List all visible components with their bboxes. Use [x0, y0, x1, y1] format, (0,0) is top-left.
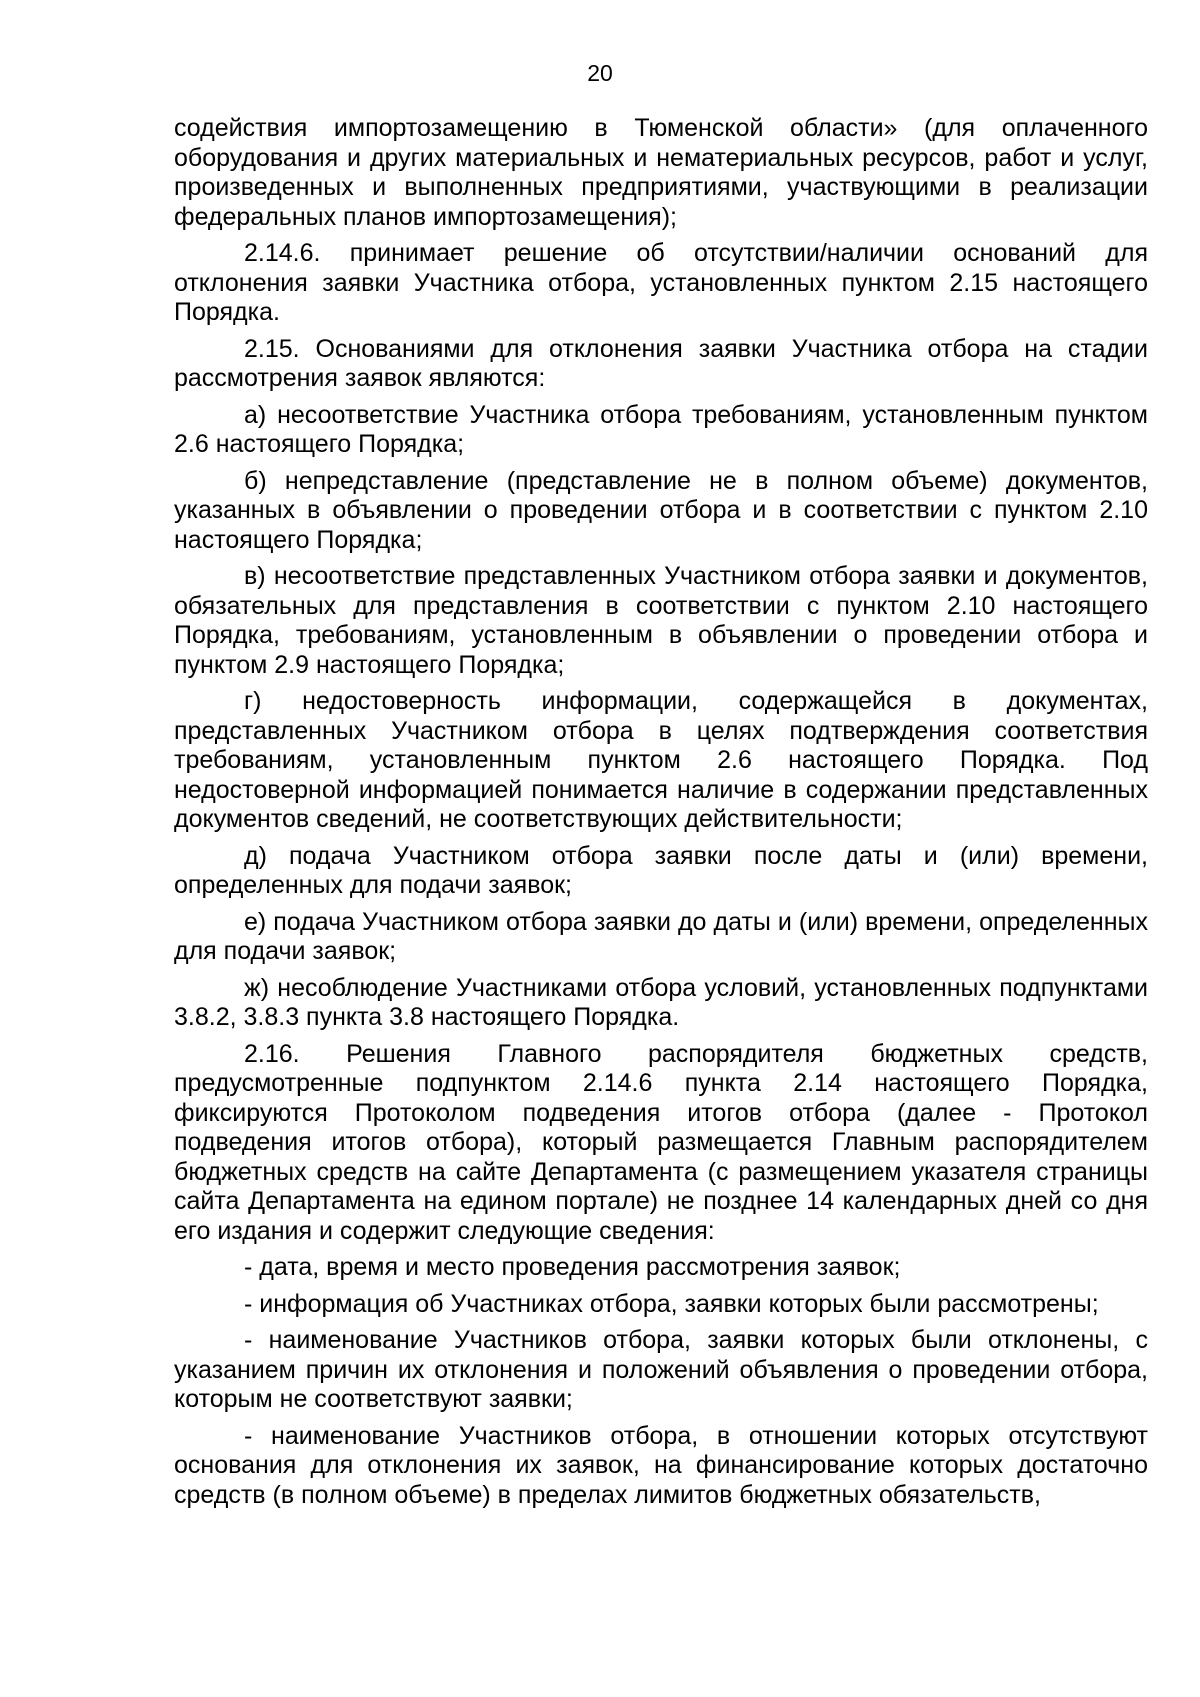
list-item: - дата, время и место проведения рассмотрения заявок;	[244, 1253, 901, 1281]
list-item: - наименование Участников отбора, заявки которых были отклонены, с указанием причин их отклонения и положений объявления о проведении отбора, которым не соответствуют заявки;	[174, 1326, 1148, 1413]
page-number: 20	[587, 60, 613, 86]
list-item: в) несоответствие представленных Участником отбора заявки и документов, обязательных для представления в соответствии с пунктом 2.10 настоящего Порядка, требованиям, установленным в объявлении о проведении отбора и пунктом 2.9 настоящего Порядка;	[174, 562, 1148, 679]
paragraph: 2.16. Решения Главного распорядителя бюджетных средств, предусмотренные подпунктом 2.14.6 пункта 2.14 настоящего Порядка, фиксируются Протоколом подведения итогов отбора (далее - Протокол подведения итогов отбора), который размещается Главным распорядителем бюджетных средств на сайте Департамента (с размещением указателя страницы сайта Департамента на едином портале) не позднее 14 календарных дней со дня его издания и содержит следующие сведения:	[174, 1039, 1148, 1245]
list-item: - информация об Участниках отбора, заявки которых были рассмотрены;	[244, 1289, 1099, 1318]
document-body	[174, 114, 1148, 1517]
list-item: д) подача Участником отбора заявки после даты и (или) времени, определенных для подачи заявок;	[174, 841, 1148, 899]
paragraph: содействия импортозамещению в Тюменской области» (для оплаченного оборудования и других материальных и нематериальных ресурсов, работ и услуг, произведенных и выполненных предприятиями, участвующими в реализации федеральных планов импортозамещения);	[174, 114, 1148, 231]
list-item: г) недостоверность информации, содержащейся в документах, представленных Участником отбора в целях подтверждения соответствия требованиям, установленным пунктом 2.6 настоящего Порядка. Под недостоверной информацией понимается наличие в содержании представленных документов сведений, не соответствующих действительности;	[174, 687, 1148, 833]
list-item: е) подача Участником отбора заявки до даты и (или) времени, определенных для подачи заявок;	[174, 907, 1148, 965]
list-item: ж) несоблюдение Участниками отбора условий, установленных подпунктами 3.8.2, 3.8.3 пункта 3.8 настоящего Порядка.	[174, 973, 1148, 1031]
list-item: а) несоответствие Участника отбора требованиям, установленным пунктом 2.6 настоящего Порядка;	[174, 400, 1148, 458]
list-item: - наименование Участников отбора, в отношении которых отсутствуют основания для отклонения их заявок, на финансирование которых достаточно средств (в полном объеме) в пределах лимитов бюджетных обязательств,	[174, 1421, 1148, 1509]
paragraph: 2.15. Основаниями для отклонения заявки Участника отбора на стадии рассмотрения заявок являются:	[174, 334, 1148, 392]
paragraph: 2.14.6. принимает решение об отсутствии/наличии оснований для отклонения заявки Участника отбора, установленных пунктом 2.15 настоящего Порядка.	[174, 239, 1148, 326]
list-item: б) непредставление (представление не в полном объеме) документов, указанных в объявлении о проведении отбора и в соответствии с пунктом 2.10 настоящего Порядка;	[174, 466, 1148, 554]
